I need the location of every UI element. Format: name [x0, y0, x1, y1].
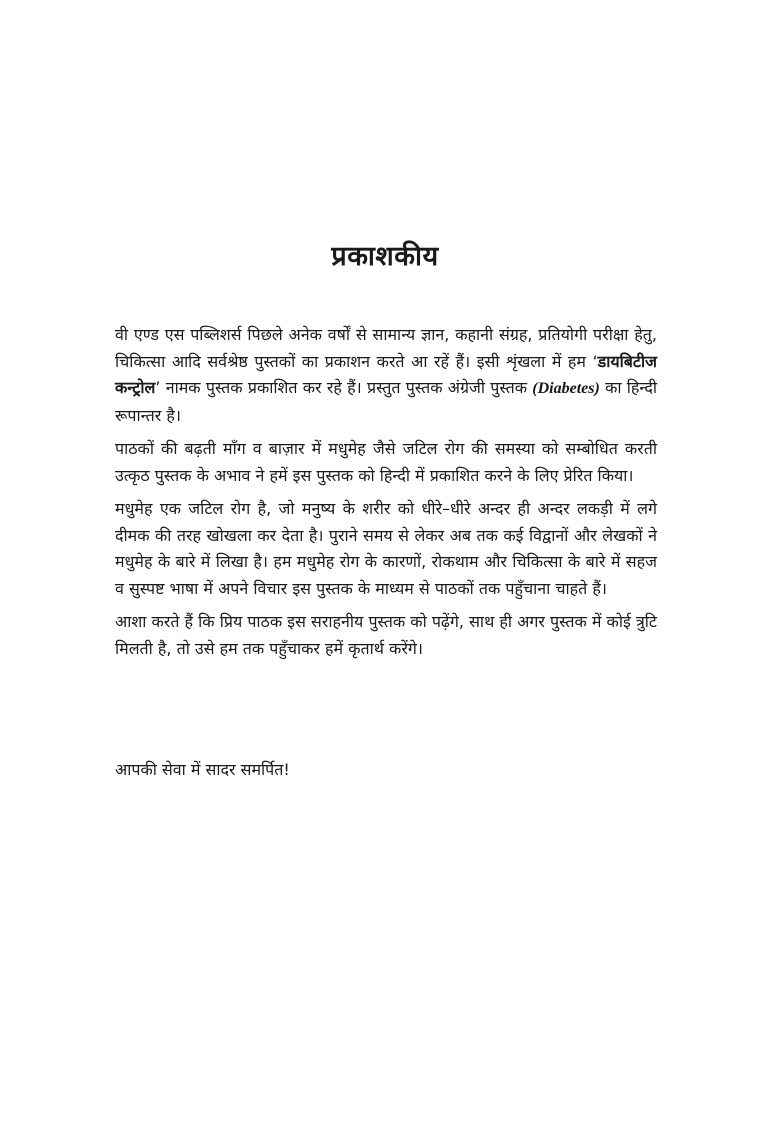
paragraph-disease: मधुमेह एक जटिल रोग है, जो मनुष्य के शरीर को धीरे–धीरे अन्दर ही अन्दर लकड़ी में लगे दीमक की तरह खोखला कर देता है। पुराने समय से लेकर अब तक कई विद्वानों और लेखकों ने मधुमेह के बारे में लिखा है। हम मधुमेह रोग के कारणों, रोकथाम और चिकित्सा के बारे में सहज व सुस्पष्ट भाषा में अपने विचार इस पुस्तक के माध्यम से पाठकों तक पहुँचाना चाहते हैं।: [115, 499, 657, 598]
paragraph-intro: [115, 322, 657, 429]
paragraph-intro-part3: का हिन्दी रूपान्तर है।: [115, 378, 657, 425]
book-title-english: (Diabetes): [532, 380, 600, 397]
paragraph-intro-part1: वी एण्ड एस पब्लिशर्स पिछले अनेक वर्षों से सामान्य ज्ञान, कहानी संग्रह, प्रतियोगी परीक्षा हेतु, चिकित्सा आदि सर्वश्रेष्ठ पुस्तकों का प्रकाशन करते आ रहें हैं। इसी शृंखला में हम ‘: [115, 325, 657, 371]
paragraph-demand: पाठकों की बढ़ती माँग व बाज़ार में मधुमेह जैसे जटिल रोग की समस्या को सम्बोधित करती उत्कृठ पुस्तक के अभाव ने हमें इस पुस्तक को हिन्दी में प्रकाशित करने के लिए प्रेरित किया।: [115, 439, 657, 485]
paragraph-hope: आशा करते हैं कि प्रिय पाठक इस सराहनीय पुस्तक को पढ़ेंगे, साथ ही अगर पुस्तक में कोई त्रुटि मिलती है, तो उसे हम तक पहुँचाकर हमें कृतार्थ करेंगे।: [115, 612, 657, 658]
book-title-hindi: डायबिटीज कन्ट्रोल: [115, 351, 657, 397]
closing-line: आपकी सेवा में सादर समर्पित!: [115, 760, 290, 779]
body-text: [115, 322, 657, 669]
paragraph-intro-part2: ’ नामक पुस्तक प्रकाशित कर रहे हैं। प्रस्तुत पुस्तक अंग्रेजी पुस्तक: [155, 378, 533, 397]
page-title: प्रकाशकीय: [331, 241, 439, 272]
